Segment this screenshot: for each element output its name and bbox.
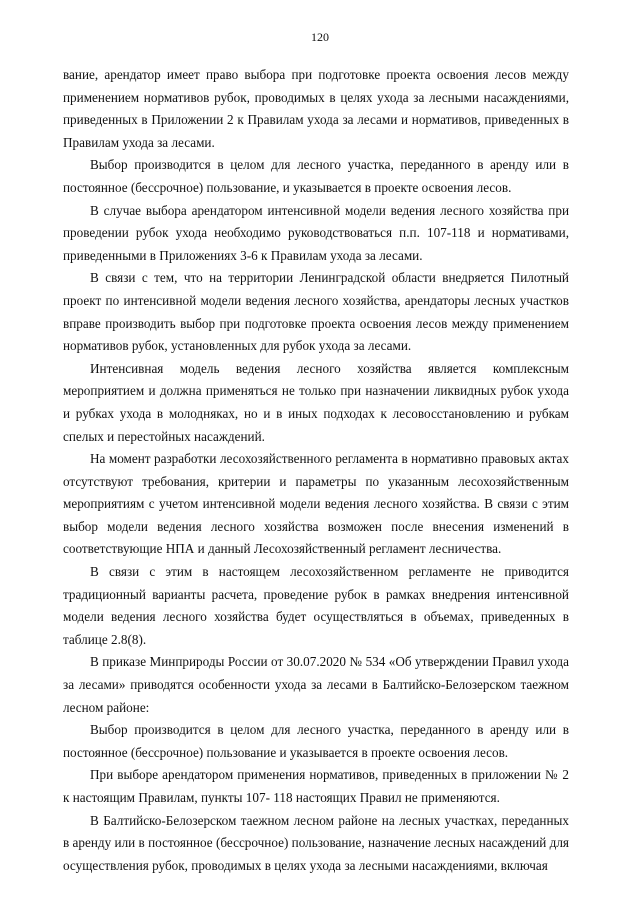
paragraph: Выбор производится в целом для лесного участка, переданного в аренду или в постоянное (бессрочное) пользование и указывается в проекте освоения лесов. — [63, 722, 569, 760]
paragraph: В связи с этим в настоящем лесохозяйственном регламенте не приводится традиционный варианты расчета, проведение рубок в рамках внедрения интенсивной модели ведения лесного хозяйства будет осуществляться в объемах, приведенных в таблице 2.8(8). — [63, 564, 569, 647]
page-number: 120 — [311, 30, 329, 44]
paragraph: В Балтийско-Белозерском таежном лесном районе на лесных участках, переданных в аренду или в постоянное (бессрочное) пользование, назначение лесных насаждений для осуществления рубок, проводимых в целях ухода за лесными насаждениями, включая — [63, 812, 569, 873]
paragraph: В случае выбора арендатором интенсивной модели ведения лесного хозяйства при проведении рубок ухода необходимо руководствоваться п.п. 107-118 и нормативами, приведенными в Приложениях 3-6 к Правилам ухода за лесами. — [63, 202, 569, 263]
paragraph: Выбор производится в целом для лесного участка, переданного в аренду или в постоянное (бессрочное) пользование, и указывается в проекте освоения лесов. — [63, 157, 569, 195]
paragraph: В связи с тем, что на территории Ленинградской области внедряется Пилотный проект по интенсивной модели ведения лесного хозяйства, арендаторы лесных участков вправе производить выбор при подготовке проекта освоения лесов между применением нормативов рубок, установленных для рубок ухода за лесами. — [63, 270, 569, 354]
document-body — [63, 64, 569, 877]
paragraph: При выборе арендатором применения нормативов, приведенных в приложении № 2 к настоящим Правилам, пункты 107- 118 настоящих Правил не применяются. — [63, 767, 569, 805]
paragraph: На момент разработки лесохозяйственного регламента в нормативно правовых актах отсутствуют требования, критерии и параметры по указанным лесохозяйственным мероприятиям с учетом интенсивной модели ведения лесного хозяйства. В связи с этим выбор модели ведения лесного хозяйства возможен после внесения изменений в соответствующие НПА и данный Лесохозяйственный регламент лесничества. — [63, 451, 569, 557]
paragraph: В приказе Минприроды России от 30.07.2020 № 534 «Об утверждении Правил ухода за лесами» приводятся особенности ухода за лесами в Балтийско-Белозерском таежном лесном районе: — [63, 654, 569, 715]
paragraph: вание, арендатор имеет право выбора при подготовке проекта освоения лесов между применением нормативов рубок, проводимых в целях ухода за лесными насаждениями, приведенных в Приложении 2 к Правилам ухода за лесами и нормативов, приведенных в Правилам ухода за лесами. — [63, 67, 569, 150]
paragraph: Интенсивная модель ведения лесного хозяйства является комплексным мероприятием и должна применяться не только при назначении ликвидных рубок ухода и рубках ухода в молодняках, но и в иных подходах к лесовосстановлению и рубкам спелых и перестойных насаждений. — [63, 360, 569, 444]
